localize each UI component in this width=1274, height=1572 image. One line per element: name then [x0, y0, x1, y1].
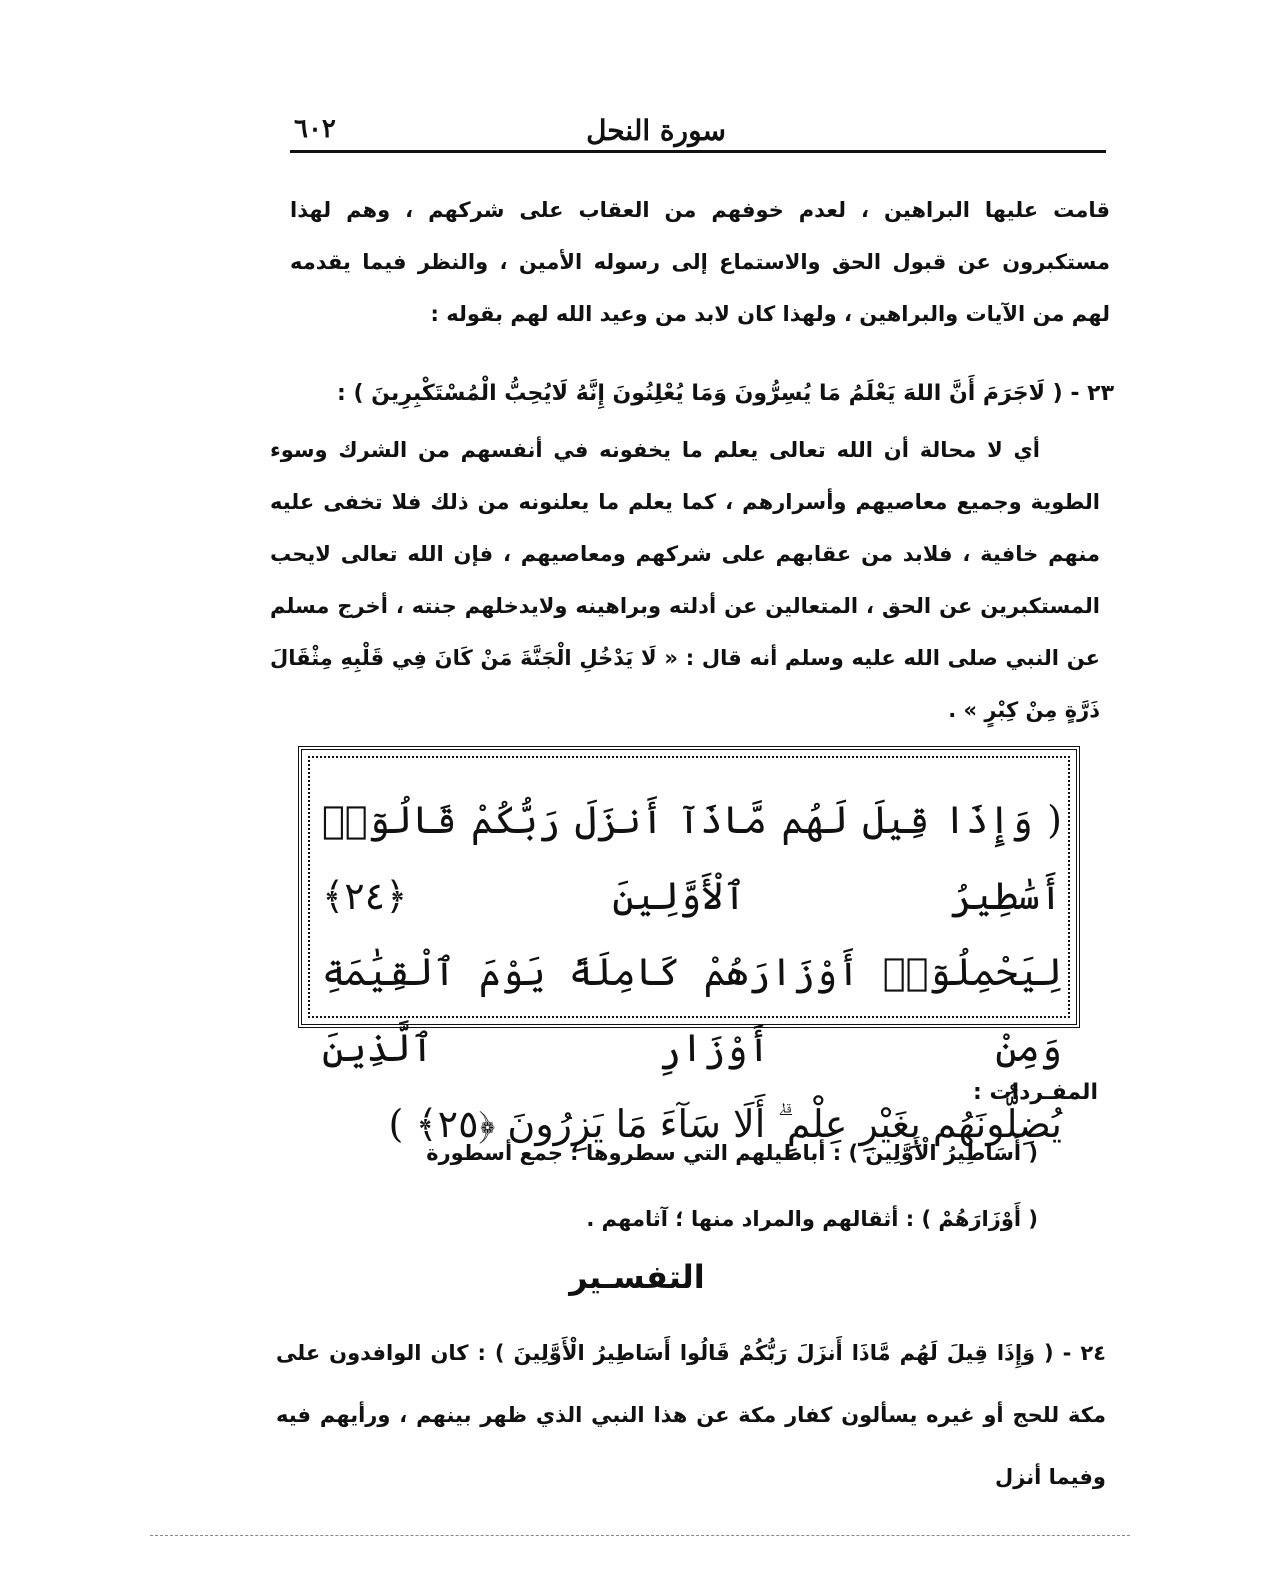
vocabulary-item: ( أَوْزَارَهُمْ ) : أثقالهم والمراد منها ؛ آثامهم . — [586, 1207, 1038, 1231]
header-divider — [290, 150, 1106, 153]
vocabulary-item: ( أَسَاطِيرُ الْأَوَّلِينَ ) : أباطيلهم التي سطروها ؛ جمع أسطورة — [426, 1141, 1038, 1165]
quran-line-2: لِيَحْمِلُوٓا۟ أَوْزَارَهُمْ كَامِلَةً يَوْمَ ٱلْقِيَٰمَةِ وَمِنْ أَوْزَارِ ٱلَّذِينَ — [322, 950, 1062, 1070]
intro-text: قامت عليها البراهين ، لعدم خوفهم من العقاب على شركهم ، وهم لهذا مستكبرون عن قبول الحق والاستماع إلى رسوله الأمين ، والنظر فيما يقدمه لهم من الآيات والبراهين ، ولهذا كان لابد من وعيد الله لهم بقوله : — [290, 198, 1110, 326]
tafsir-paragraph — [276, 1322, 1106, 1508]
intro-paragraph — [290, 184, 1110, 340]
quran-line-1: ( وَإِذَا قِيلَ لَهُم مَّاذَآ أَنزَلَ رَبُّكُمْ قَالُوٓا۟ أَسَٰطِيرُ ٱلْأَوَّلِينَ ﴿٢٤﴾ — [322, 798, 1062, 918]
quran-verses — [322, 782, 1062, 1162]
verse-23-line — [280, 368, 1114, 420]
tafsir-heading: التفسـير — [569, 1258, 705, 1296]
page-number: ٦٠٢ — [294, 114, 336, 144]
verse-23-text: ٢٣ - ( لَاجَرَمَ أَنَّ اللهَ يَعْلَمُ مَا يُسِرُّونَ وَمَا يُعْلِنُونَ إِنَّهُ لَايُحِبُّ الْمُسْتَكْبِرِينَ ) : — [337, 381, 1114, 406]
vocabulary-list — [338, 1120, 1098, 1252]
explanation-text: أي لا محالة أن الله تعالى يعلم ما يخفونه في أنفسهم من الشرك وسوء الطوية وجميع معاصيهم وأسرارهم ، كما يعلم ما يعلنونه من ذلك فلا تخفى عليه منهم خافية ، فلابد من عقابهم على شركهم ومعاصيهم ، فإن الله تعالى لايحب المستكبرين عن الحق ، المتعالين عن أدلته وبراهينه ولايدخلهم جنته ، أخرج مسلم عن النبي صلى الله عليه وسلم أنه قال : « لَا يَدْخُلِ الْجَنَّةَ مَنْ كَانَ فِي قَلْبِهِ مِثْقَالَ ذَرَّةٍ مِنْ كِبْرٍ » . — [270, 438, 1100, 722]
vocabulary-heading: المفـردات : — [973, 1080, 1098, 1105]
page-header — [290, 112, 1106, 152]
tafsir-text: ٢٤ - ( وَإِذَا قِيلَ لَهُم مَّاذَا أَنزَلَ رَبُّكُمْ قَالُوا أَسَاطِيرُ الْأَوَّلِينَ ) : كان الوافدون على مكة للحج أو غيره يسألون كفار مكة عن هذا النبي الذي ظهر بينهم ، ورأيهم فيه وفيما أنزل — [276, 1341, 1106, 1489]
footer-divider — [150, 1535, 1130, 1537]
quran-line-3: يُضِلُّونَهُم بِغَيْرِ عِلْمٍ ۗ أَلَا سَآءَ مَا يَزِرُونَ ﴿٢٥﴾ ) — [388, 1102, 1062, 1146]
surah-title: سورة النحل — [586, 114, 726, 147]
explanation-paragraph — [270, 424, 1100, 736]
